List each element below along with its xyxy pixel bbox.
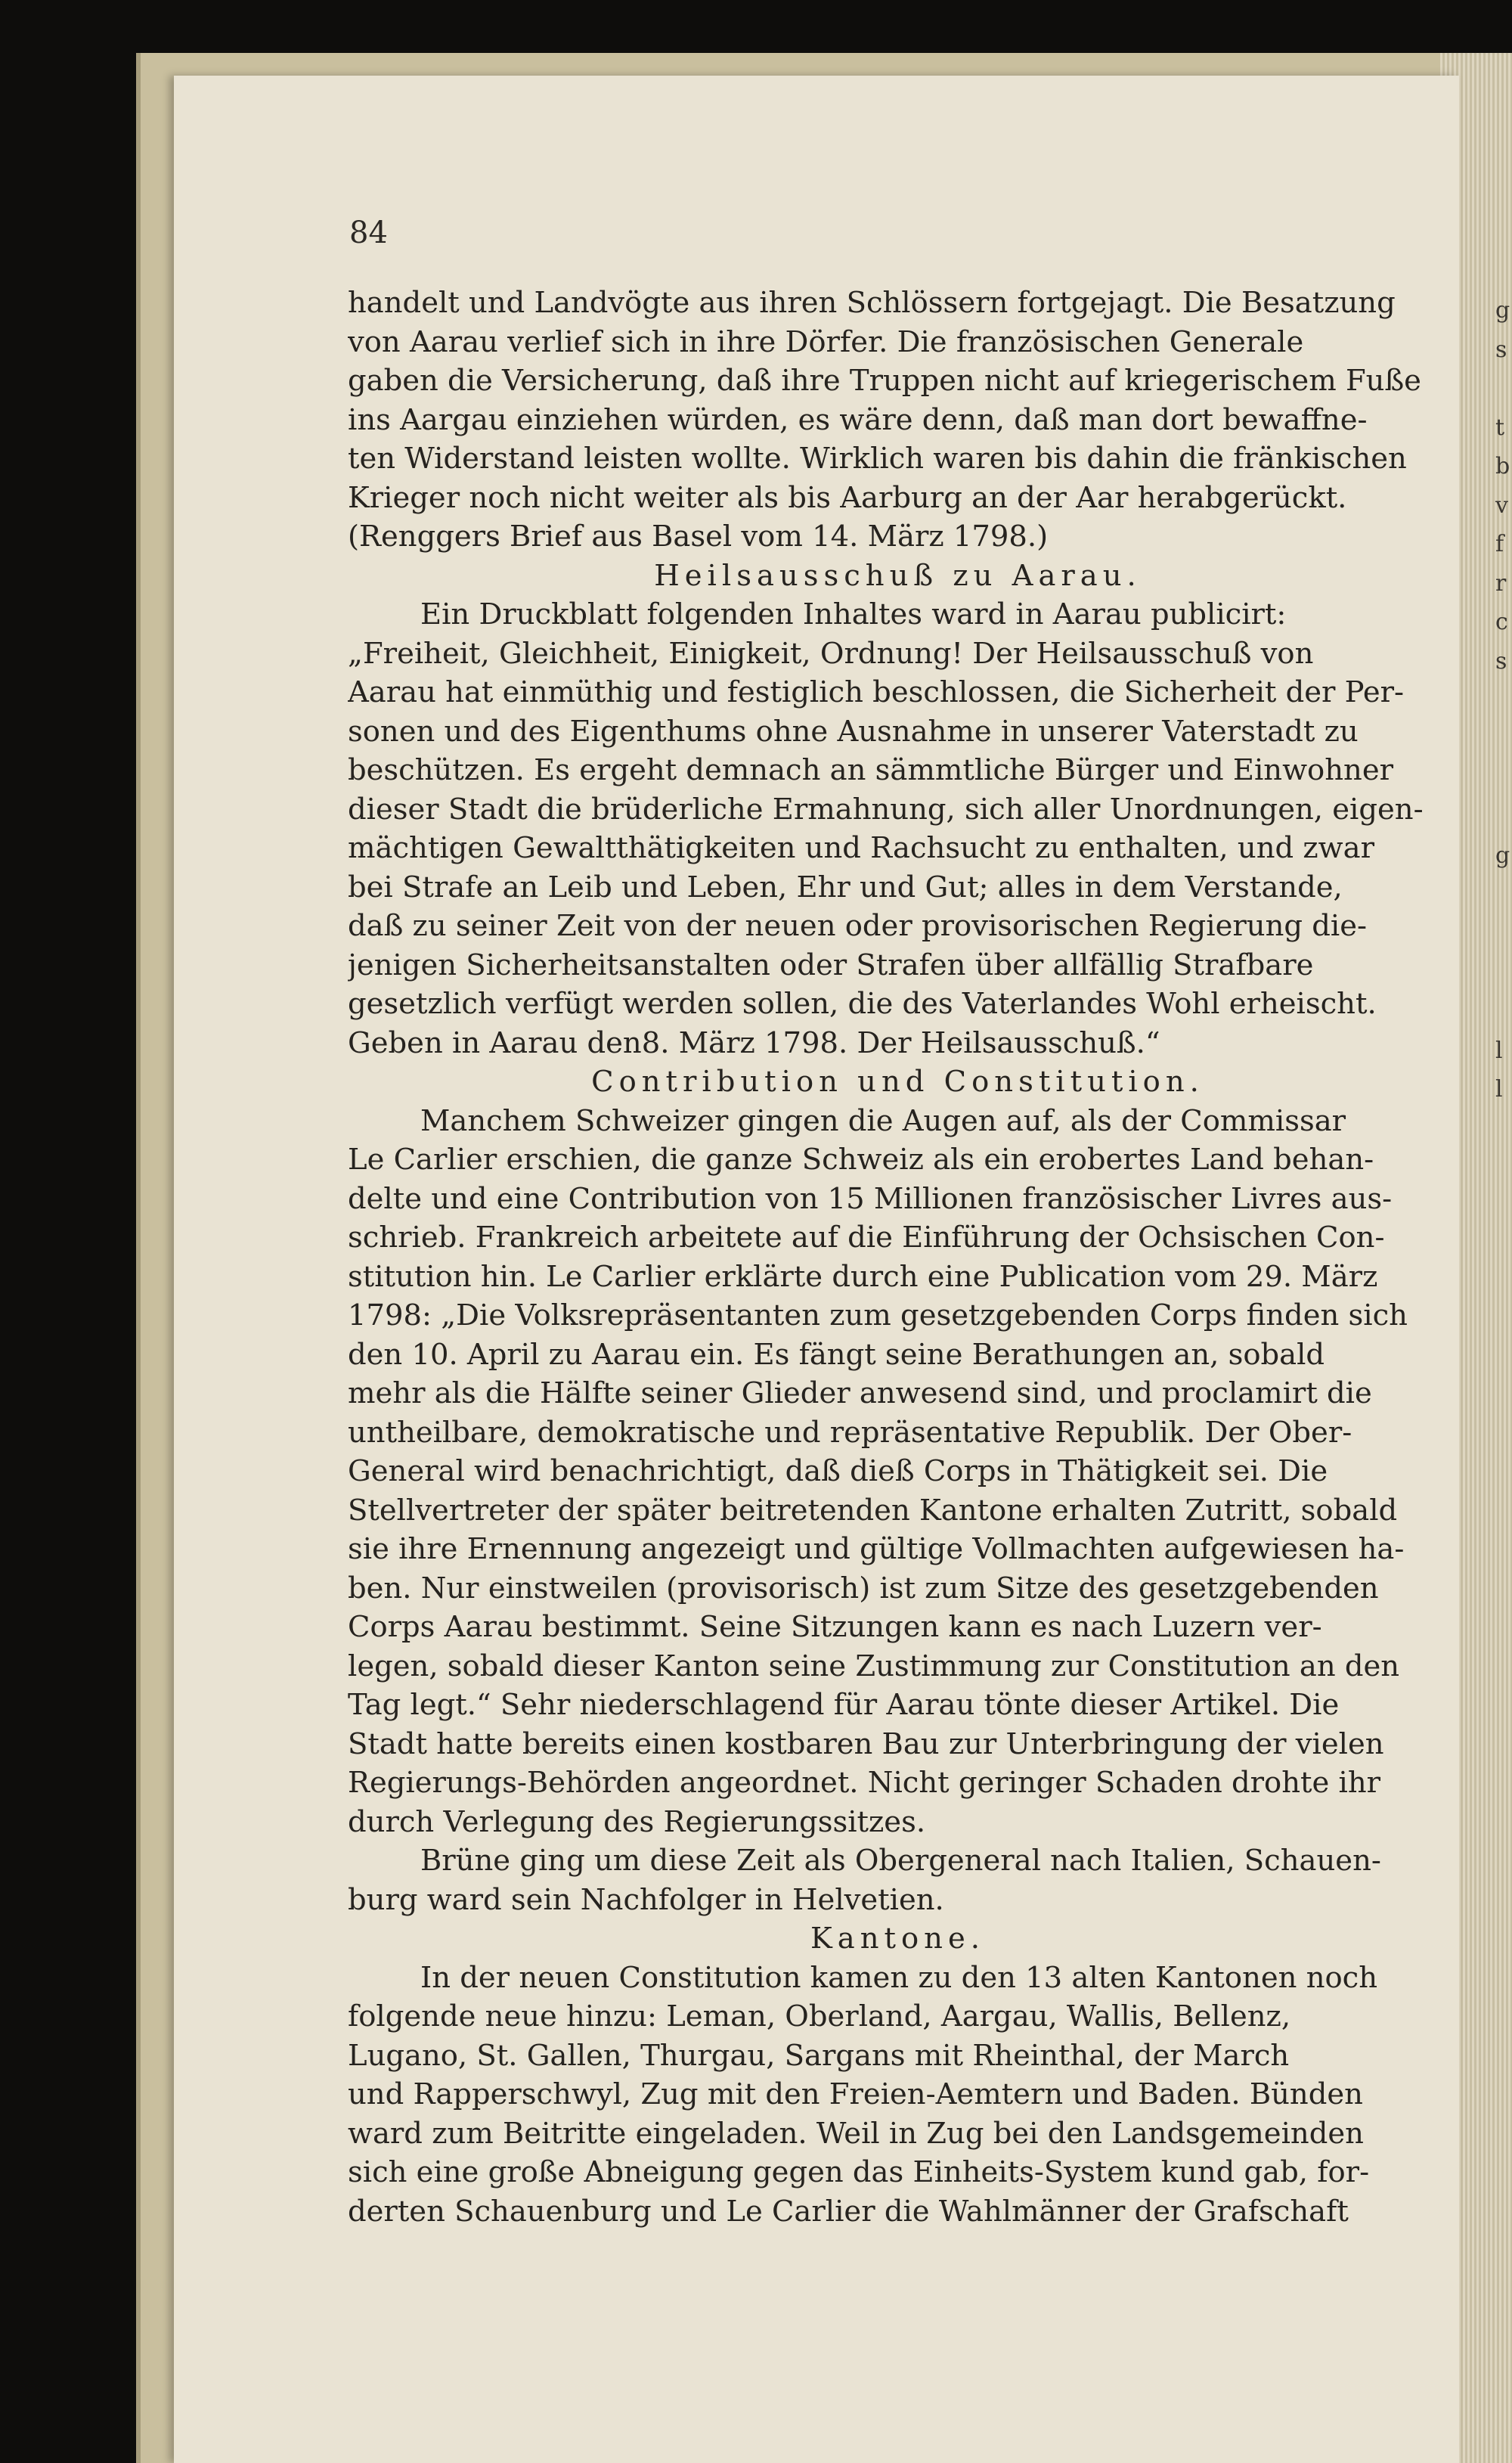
text-line: beschützen. Es ergeht demnach an sämmtliche Bürger und Einwohner	[348, 753, 1394, 787]
text-line: dieser Stadt die brüderliche Ermahnung, sich aller Unordnungen, eigen-	[348, 792, 1424, 827]
text-line: ward zum Beitritte eingeladen. Weil in Zug bei den Landsgemeinden	[348, 2116, 1364, 2151]
margin-glyph: l	[1495, 1076, 1503, 1103]
page-number: 84	[349, 216, 388, 250]
text-line: Manchem Schweizer gingen die Augen auf, als der Commissar	[420, 1103, 1346, 1138]
margin-glyph: f	[1495, 531, 1504, 557]
margin-glyph	[1495, 369, 1512, 408]
margin-glyph: g	[1495, 842, 1510, 869]
margin-glyph: t	[1495, 414, 1505, 441]
margin-glyph: r	[1495, 569, 1507, 597]
section-heading: Kantone.	[810, 1922, 985, 1956]
text-line: Lugano, St. Gallen, Thurgau, Sargans mit Rheinthal, der March	[348, 2038, 1290, 2073]
margin-glyph: v	[1495, 492, 1508, 519]
text-line: ben. Nur einstweilen (provisorisch) ist zum Sitze des gesetzgebenden	[348, 1571, 1379, 1605]
margin-glyph: l	[1495, 1037, 1503, 1064]
margin-glyph	[1495, 798, 1512, 837]
text-line: Stellvertreter der später beitretenden Kantone erhalten Zutritt, sobald	[348, 1493, 1398, 1528]
margin-glyph: c	[1495, 609, 1508, 635]
margin-glyph	[1495, 876, 1512, 915]
text-line: schrieb. Frankreich arbeitete auf die Einführung der Ochsischen Con-	[348, 1221, 1385, 1255]
text-line: mehr als die Hälfte seiner Glieder anwesend sind, und proclamirt die	[348, 1376, 1372, 1410]
text-line: untheilbare, demokratische und repräsentative Republik. Der Ober-	[348, 1415, 1352, 1450]
section-heading: Contribution und Constitution.	[591, 1065, 1204, 1099]
text-line: Geben in Aarau den8. März 1798. Der Heilsausschuß.“	[348, 1025, 1160, 1060]
text-line: daß zu seiner Zeit von der neuen oder provisorischen Regierung die-	[348, 909, 1368, 943]
text-line: Brüne ging um diese Zeit als Obergeneral nach Italien, Schauen-	[420, 1844, 1381, 1878]
text-line: gaben die Versicherung, daß ihre Truppen nicht auf kriegerischem Fuße	[348, 364, 1421, 398]
margin-glyph	[1495, 758, 1512, 798]
margin-glyph: g	[1495, 297, 1510, 324]
page-text	[348, 284, 1448, 2231]
text-line: „Freiheit, Gleichheit, Einigkeit, Ordnung! Der Heilsausschuß von	[348, 636, 1314, 671]
text-line: Corps Aarau bestimmt. Seine Sitzungen kann es nach Luzern ver-	[348, 1610, 1322, 1644]
text-line: Krieger noch nicht weiter als bis Aarburg an der Aar herabgerückt.	[348, 480, 1347, 515]
margin-glyph: s	[1495, 647, 1507, 675]
section-heading: Heilsausschuß zu Aarau.	[654, 558, 1142, 593]
margin-glyph	[1495, 720, 1512, 759]
text-line: legen, sobald dieser Kanton seine Zustimmung zur Constitution an den	[348, 1649, 1400, 1683]
margin-glyph	[1495, 992, 1512, 1031]
text-line: Ein Druckblatt folgenden Inhaltes ward in Aarau publicirt:	[420, 597, 1287, 631]
text-line: Aarau hat einmüthig und festiglich beschlossen, die Sicherheit der Per-	[348, 675, 1405, 709]
text-line: Regierungs-Behörden angeordnet. Nicht geringer Schaden drohte ihr	[348, 1766, 1381, 1800]
text-line: burg ward sein Nachfolger in Helvetien.	[348, 1882, 944, 1917]
text-line: handelt und Landvögte aus ihren Schlössern fortgejagt. Die Besatzung	[348, 286, 1396, 320]
text-line: General wird benachrichtigt, daß dieß Corps in Thätigkeit sei. Die	[348, 1454, 1328, 1488]
text-line: sich eine große Abneigung gegen das Einheits-System kund gab, for-	[348, 2155, 1370, 2189]
text-line: Le Carlier erschien, die ganze Schweiz als ein erobertes Land behan-	[348, 1143, 1374, 1177]
text-line: ten Widerstand leisten wollte. Wirklich waren bis dahin die fränkischen	[348, 442, 1407, 476]
text-line: bei Strafe an Leib und Leben, Ehr und Gut; alles in dem Verstande,	[348, 870, 1343, 904]
text-line: mächtigen Gewaltthätigkeiten und Rachsucht zu enthalten, und zwar	[348, 831, 1374, 865]
text-line: derten Schauenburg und Le Carlier die Wahlmänner der Grafschaft	[348, 2194, 1349, 2229]
text-line: 1798: „Die Volksrepräsentanten zum gesetzgebenden Corps finden sich	[348, 1298, 1408, 1332]
margin-glyph	[1495, 914, 1512, 954]
facing-page-margin-glyphs	[1495, 291, 1512, 1109]
text-line: Stadt hatte bereits einen kostbaren Bau zur Unterbringung der vielen	[348, 1726, 1384, 1761]
text-line: (Renggers Brief aus Basel vom 14. März 1798.)	[348, 520, 1049, 554]
text-line: In der neuen Constitution kamen zu den 13 alten Kantonen noch	[420, 1960, 1378, 1995]
margin-glyph	[1495, 681, 1512, 720]
text-line: sie ihre Ernennung angezeigt und gültige Vollmachten aufgewiesen ha-	[348, 1532, 1405, 1566]
text-line: stitution hin. Le Carlier erklärte durch eine Publication vom 29. März	[348, 1259, 1378, 1294]
text-line: und Rapperschwyl, Zug mit den Freien-Aemtern und Baden. Bünden	[348, 2077, 1363, 2111]
text-line: den 10. April zu Aarau ein. Es fängt seine Berathungen an, sobald	[348, 1337, 1325, 1372]
margin-glyph	[1495, 954, 1512, 993]
text-line: von Aarau verlief sich in ihre Dörfer. Die französischen Generale	[348, 324, 1304, 359]
text-line: folgende neue hinzu: Leman, Oberland, Aargau, Wallis, Bellenz,	[348, 1999, 1291, 2033]
text-line: sonen und des Eigenthums ohne Ausnahme in unserer Vaterstadt zu	[348, 714, 1359, 749]
text-line: ins Aargau einziehen würden, es wäre denn, daß man dort bewaffne-	[348, 402, 1368, 437]
text-line: jenigen Sicherheitsanstalten oder Strafen über allfällig Strafbare	[348, 948, 1314, 982]
margin-glyph: s	[1495, 336, 1507, 363]
margin-glyph: b	[1495, 453, 1510, 479]
text-line: durch Verlegung des Regierungssitzes.	[348, 1804, 926, 1839]
text-line: delte und eine Contribution von 15 Millionen französischer Livres aus-	[348, 1181, 1393, 1216]
text-line: Tag legt.“ Sehr niederschlagend für Aarau tönte dieser Artikel. Die	[348, 1688, 1340, 1722]
text-line: gesetzlich verfügt werden sollen, die des Vaterlandes Wohl erheischt.	[348, 987, 1377, 1021]
